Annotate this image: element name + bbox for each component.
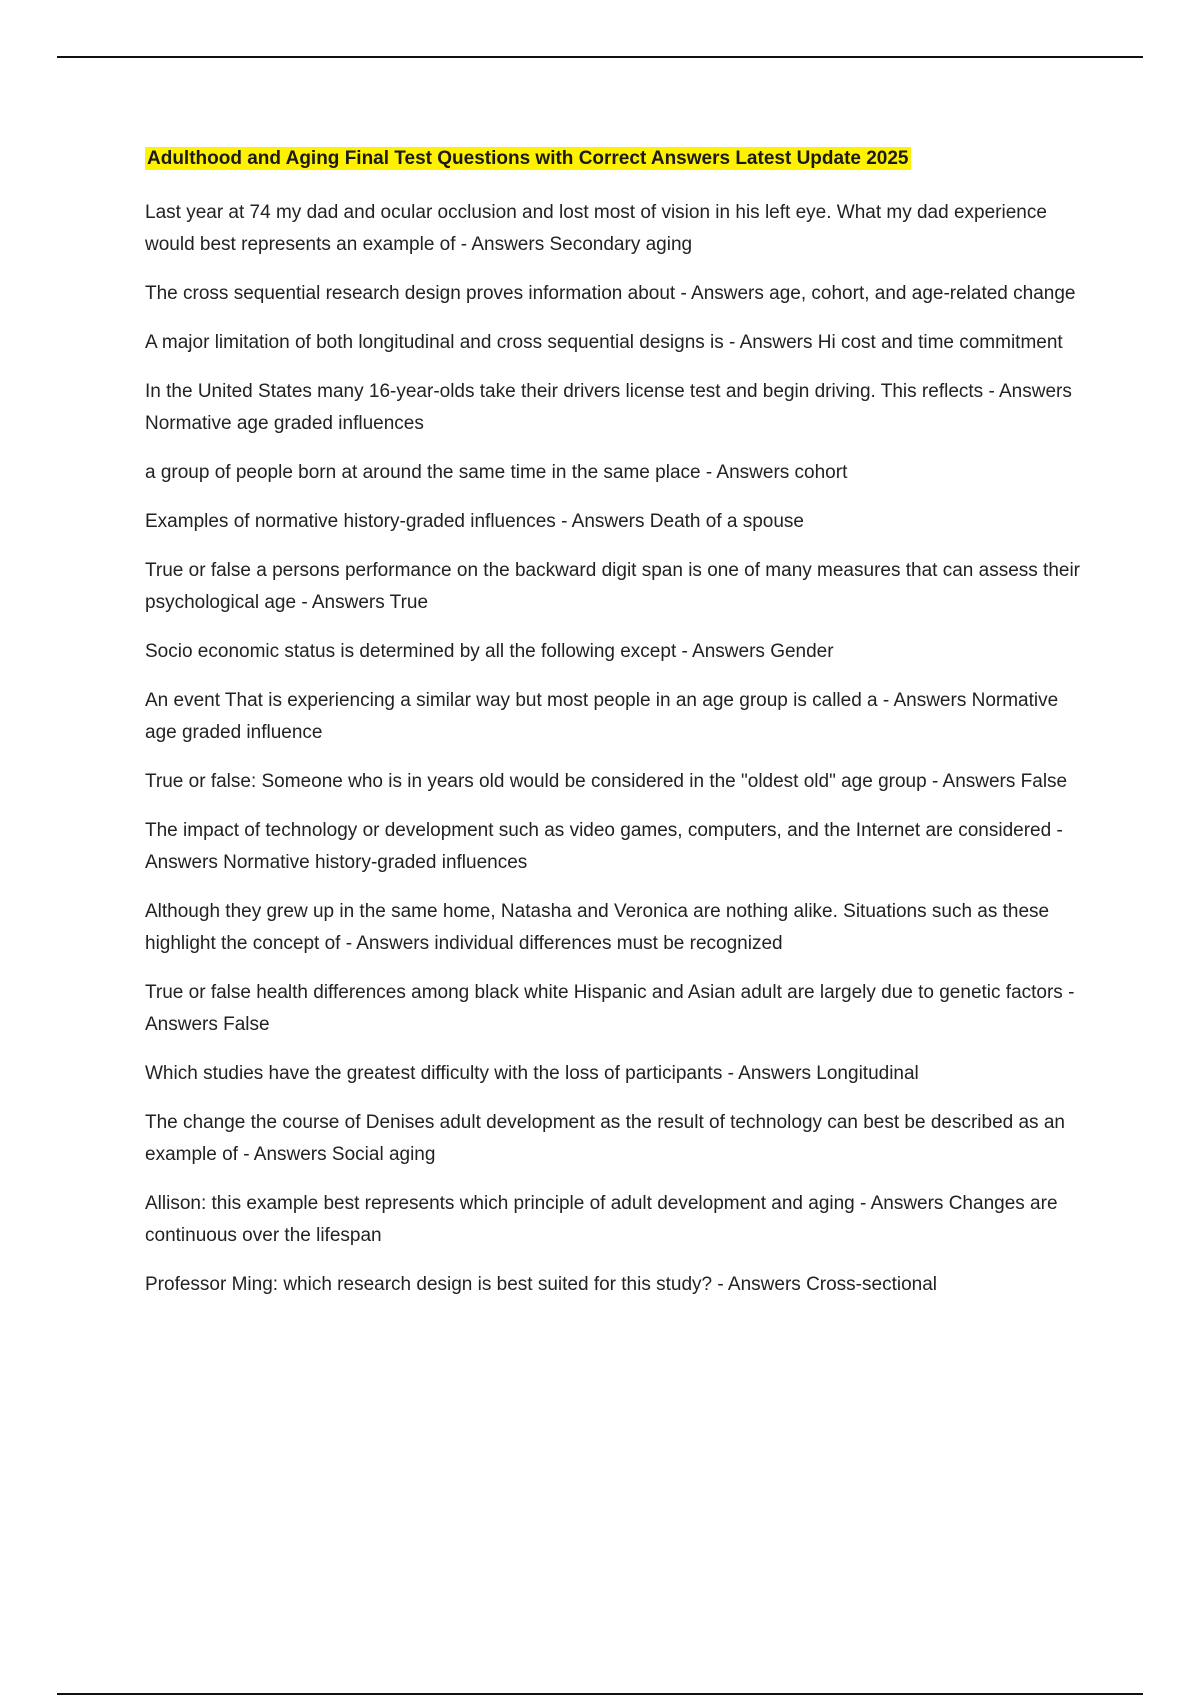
qa-item: The change the course of Denises adult development as the result of technology can best be described as an example of - Answers Social aging xyxy=(145,1112,1065,1165)
document-title: Adulthood and Aging Final Test Questions with Correct Answers Latest Update 2025 xyxy=(147,148,909,169)
qa-item: a group of people born at around the same time in the same place - Answers cohort xyxy=(145,462,848,483)
title-line xyxy=(145,143,1090,176)
qa-item: Last year at 74 my dad and ocular occlusion and lost most of vision in his left eye. What my dad experience would best represents an example of - Answers Secondary aging xyxy=(145,202,1047,255)
qa-list xyxy=(145,197,1090,1301)
qa-item: In the United States many 16-year-olds take their drivers license test and begin driving. This reflects - Answers Normative age graded influences xyxy=(145,381,1072,434)
top-rule xyxy=(57,56,1143,58)
qa-item: True or false a persons performance on the backward digit span is one of many measures that can assess their psychological age - Answers True xyxy=(145,560,1080,613)
qa-item: Socio economic status is determined by all the following except - Answers Gender xyxy=(145,641,834,662)
bottom-rule xyxy=(57,1693,1143,1695)
qa-item: Although they grew up in the same home, Natasha and Veronica are nothing alike. Situations such as these highlight the concept of - Answers individual differences must be recognized xyxy=(145,901,1050,954)
qa-item: Examples of normative history-graded influences - Answers Death of a spouse xyxy=(145,511,804,532)
qa-item: Professor Ming: which research design is best suited for this study? - Answers Cross-sectional xyxy=(145,1274,937,1295)
qa-item: The cross sequential research design proves information about - Answers age, cohort, and age-related change xyxy=(145,283,1076,304)
qa-item: True or false health differences among black white Hispanic and Asian adult are largely due to genetic factors - Answers False xyxy=(145,982,1075,1035)
qa-item: True or false: Someone who is in years old would be considered in the "oldest old" age group - Answers False xyxy=(145,771,1068,792)
qa-item: Allison: this example best represents which principle of adult development and aging - Answers Changes are continuous over the lifespan xyxy=(145,1193,1058,1246)
document-body xyxy=(145,143,1090,1318)
qa-item: An event That is experiencing a similar way but most people in an age group is called a - Answers Normative age graded influence xyxy=(145,690,1059,743)
qa-item: Which studies have the greatest difficulty with the loss of participants - Answers Longitudinal xyxy=(145,1063,919,1084)
qa-item: A major limitation of both longitudinal and cross sequential designs is - Answers Hi cost and time commitment xyxy=(145,332,1063,353)
qa-item: The impact of technology or development such as video games, computers, and the Internet are considered - Answers Normative history-graded influences xyxy=(145,820,1063,873)
